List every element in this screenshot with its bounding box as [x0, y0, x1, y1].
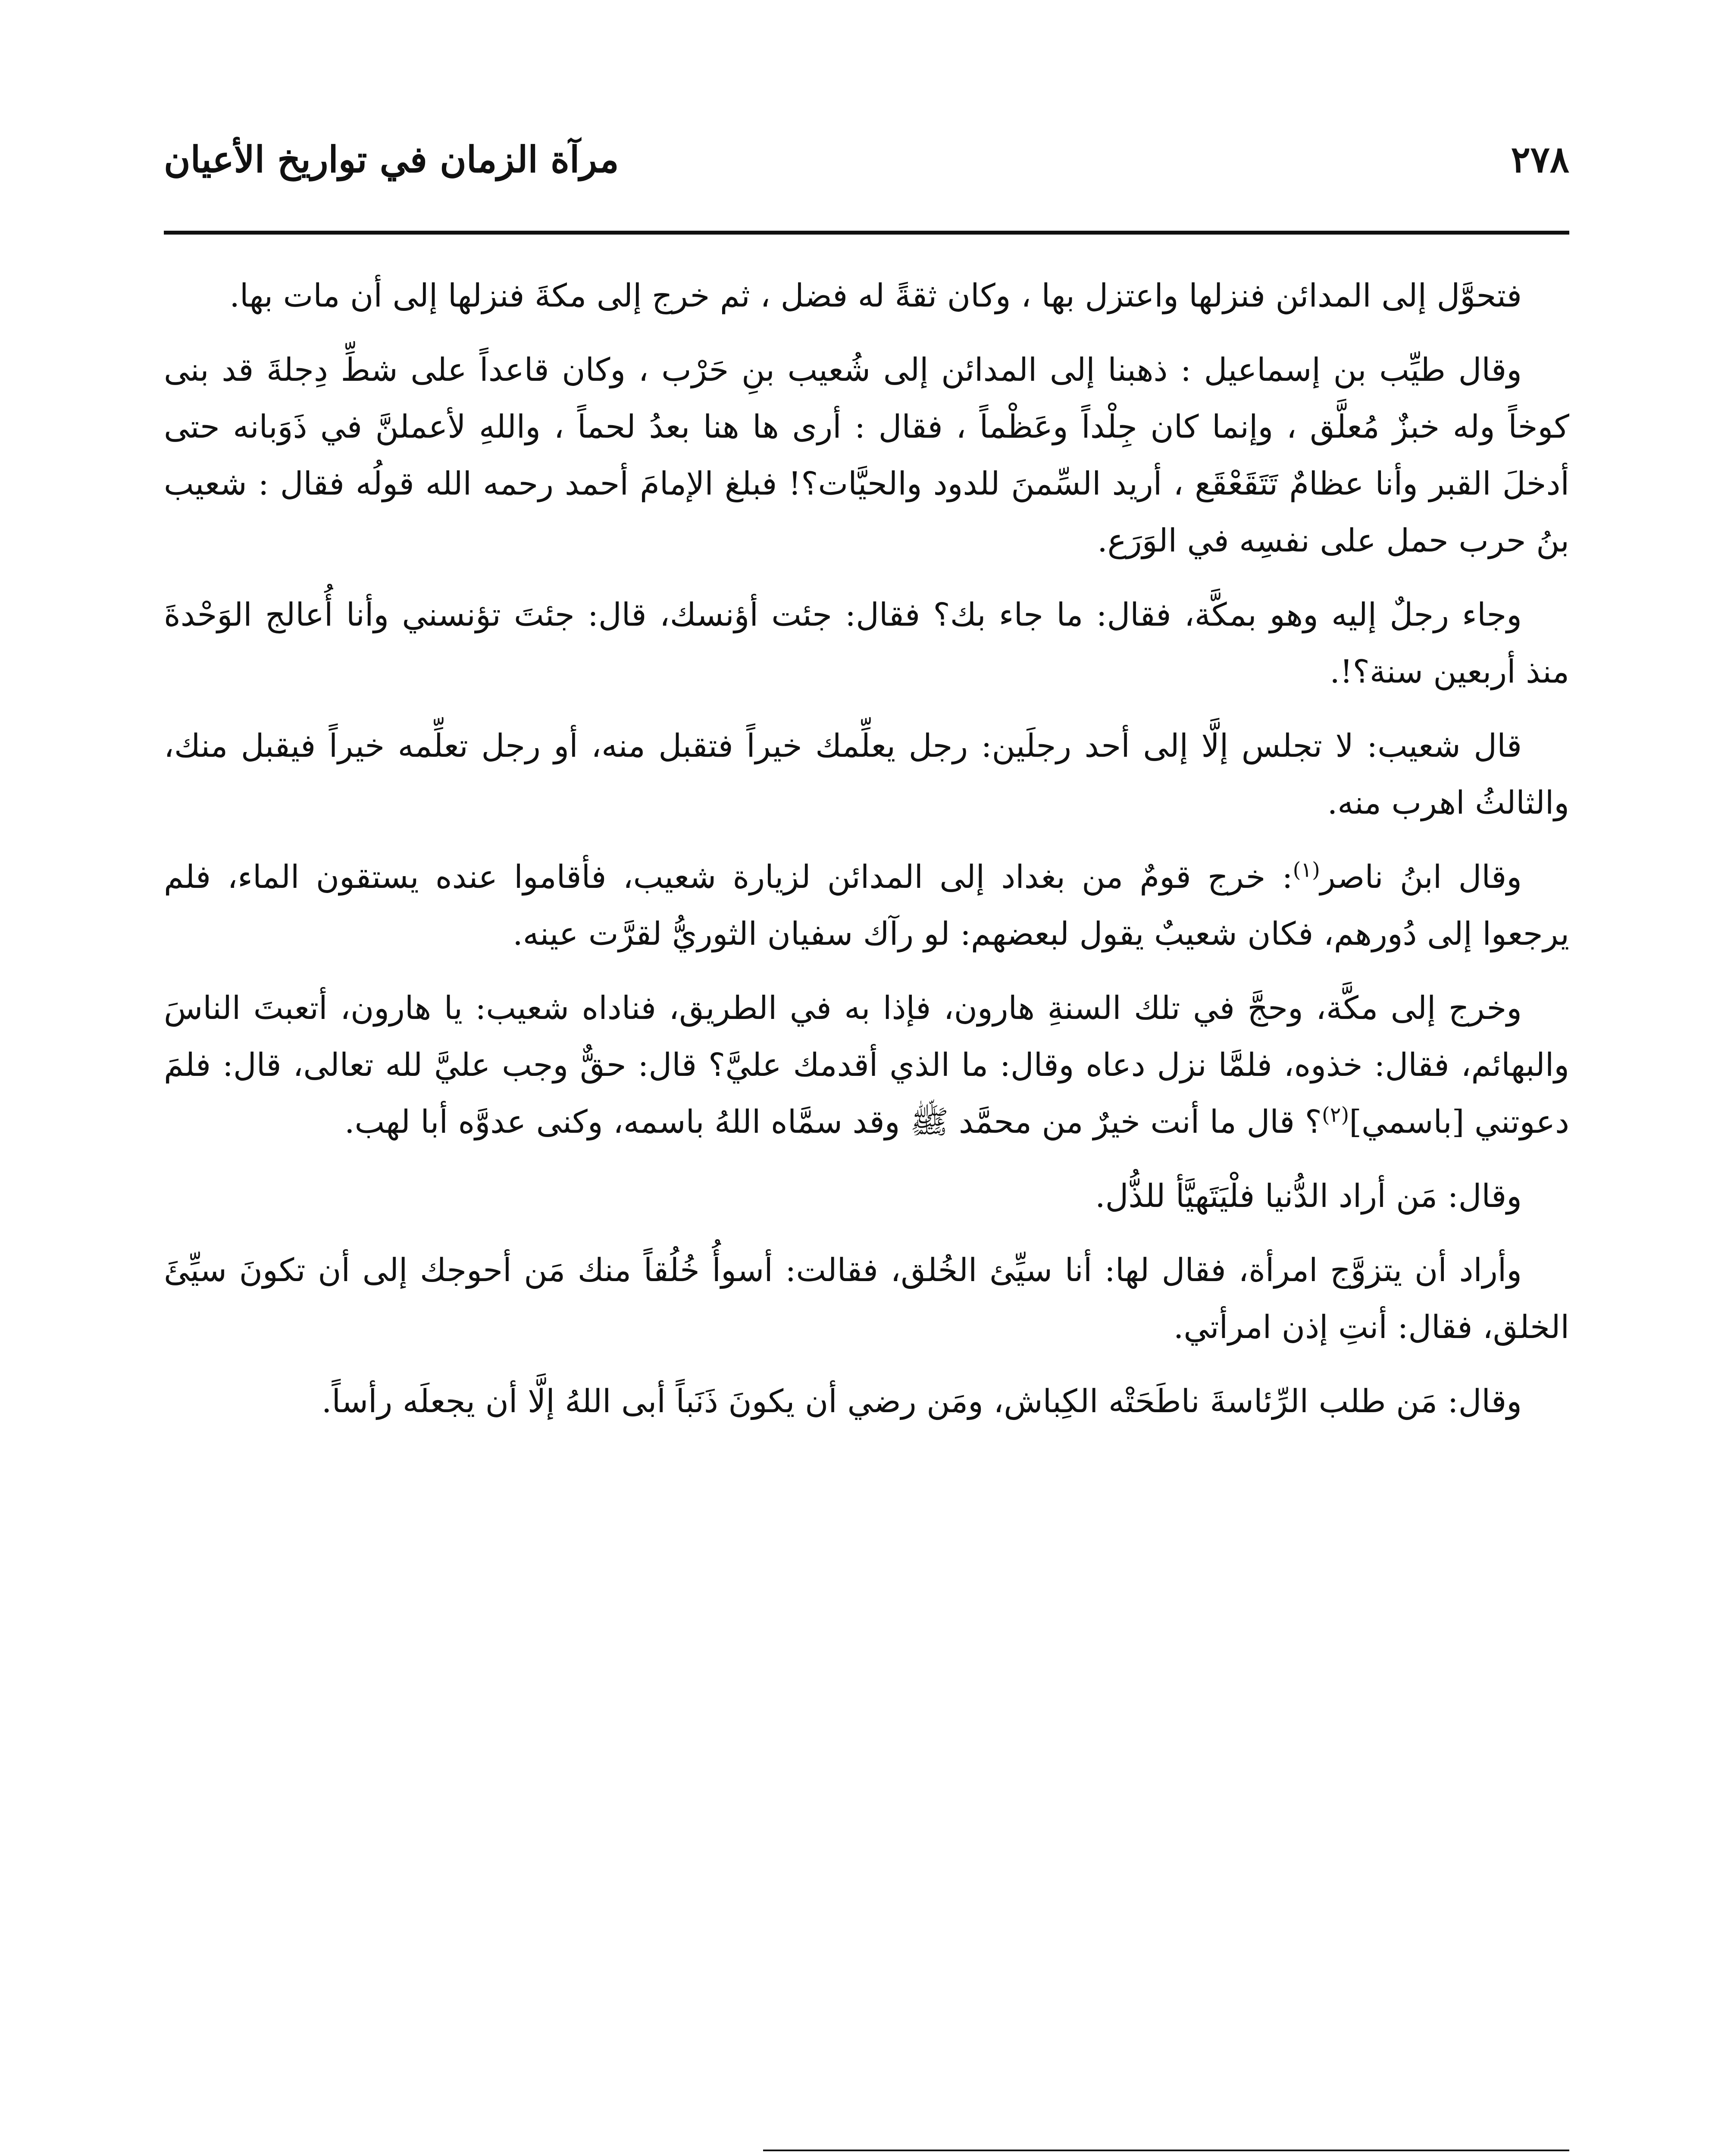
paragraph-text: وأراد أن يتزوَّج امرأة، فقال لها: أنا سيِّئ الخُلق، فقالت: أسوأُ خُلُقاً منك مَن أحوجك إلى أن تكونَ سيِّئَ الخلق، فقال: أنتِ إذن امرأتي.: [164, 1252, 1569, 1346]
footnote-reference[interactable]: (٢): [1321, 1103, 1349, 1127]
paragraph: [164, 980, 1569, 1150]
page-header: [164, 129, 1569, 216]
paragraph-text: وجاء رجلٌ إليه وهو بمكَّة، فقال: ما جاء بك؟ فقال: جئت أؤنسك، قال: جئتَ تؤنسني وأنا أُعالج الوَحْدةَ منذ أربعين سنة؟!.: [164, 596, 1569, 690]
paragraph: [164, 718, 1569, 831]
paragraph-text: قال شعيب: لا تجلس إلَّا إلى أحد رجلَين: رجل يعلِّمك خيراً فتقبل منه، أو رجل تعلِّمه خيراً فيقبل منك، والثالثُ اهرب منه.: [164, 727, 1569, 821]
paragraph: [164, 1168, 1569, 1225]
running-title: مرآة الزمان في تواريخ الأعيان: [164, 138, 619, 181]
paragraph-text: وقال ابنُ ناصر: [1320, 859, 1522, 896]
page-number: ٢٧٨: [1511, 138, 1569, 181]
paragraph-text: : خرج قومٌ من بغداد إلى المدائن لزيارة شعيب، فأقاموا عنده يستقون الماء، فلم يرجعوا إلى دُورهم، فكان شعيبٌ يقول لبعضهم: لو رآك سفيان الثوريُّ لقرَّت عينه.: [164, 859, 1569, 953]
paragraph: [164, 342, 1569, 569]
paragraph-text: فتحوَّل إلى المدائن فنزلها واعتزل بها ، وكان ثقةً له فضل ، ثم خرج إلى مكةَ فنزلها إلى أن مات بها.: [229, 277, 1522, 314]
paragraph-text: ؟ قال ما أنت خيرٌ من محمَّد ﷺ وقد سمَّاه اللهُ باسمه، وكنى عدوَّه أبا لهب.: [344, 1103, 1322, 1141]
paragraph-text: وقال طيِّب بن إسماعيل : ذهبنا إلى المدائن إلى شُعيب بنِ حَرْب ، وكان قاعداً على شطِّ دِجلةَ قد بنى كوخاً وله خبزٌ مُعلَّق ، وإنما كان جِلْداً وعَظْماً ، فقال : أرى ها هنا بعدُ لحماً ، واللهِ لأعملنَّ في ذَوَبانه حتى أدخلَ القبر وأنا عظامٌ تَتَقَعْقَع ، أريد السِّمنَ للدود والحيَّات؟! فبلغ الإمامَ أحمد رحمه الله قولُه فقال : شعيب بنُ حرب حمل على نفسِه في الوَرَع.: [164, 351, 1569, 559]
paragraph: [164, 1242, 1569, 1356]
paragraph: [164, 849, 1569, 962]
paragraph-text: وقال: مَن طلب الرِّئاسةَ ناطَحَتْه الكِباش، ومَن رضي أن يكونَ ذَنَباً أبى اللهُ إلَّا أن يجعلَه رأساً.: [321, 1383, 1522, 1420]
paragraph: [164, 1373, 1569, 1430]
paragraph-text: وخرج إلى مكَّة، وحجَّ في تلك السنةِ هارون، فإذا به في الطريق، فناداه شعيب: يا هارون، أتعبتَ الناسَ والبهائم، فقال: خذوه، فلمَّا نزل دعاه وقال: ما الذي أقدمك عليَّ؟ قال: حقٌّ وجب عليَّ لله تعالى، قال: فلمَ دعوتني [باسمي]: [164, 990, 1569, 1141]
paragraph: [164, 586, 1569, 700]
main-text: [164, 267, 1569, 2113]
footnote-divider: [763, 2150, 1569, 2151]
header-divider: [164, 231, 1569, 235]
footnote-reference[interactable]: (١): [1293, 858, 1320, 882]
paragraph: [164, 267, 1569, 324]
paragraph-text: وقال: مَن أراد الدُّنيا فلْيَتَهيَّأ للذُّل.: [1095, 1178, 1522, 1215]
